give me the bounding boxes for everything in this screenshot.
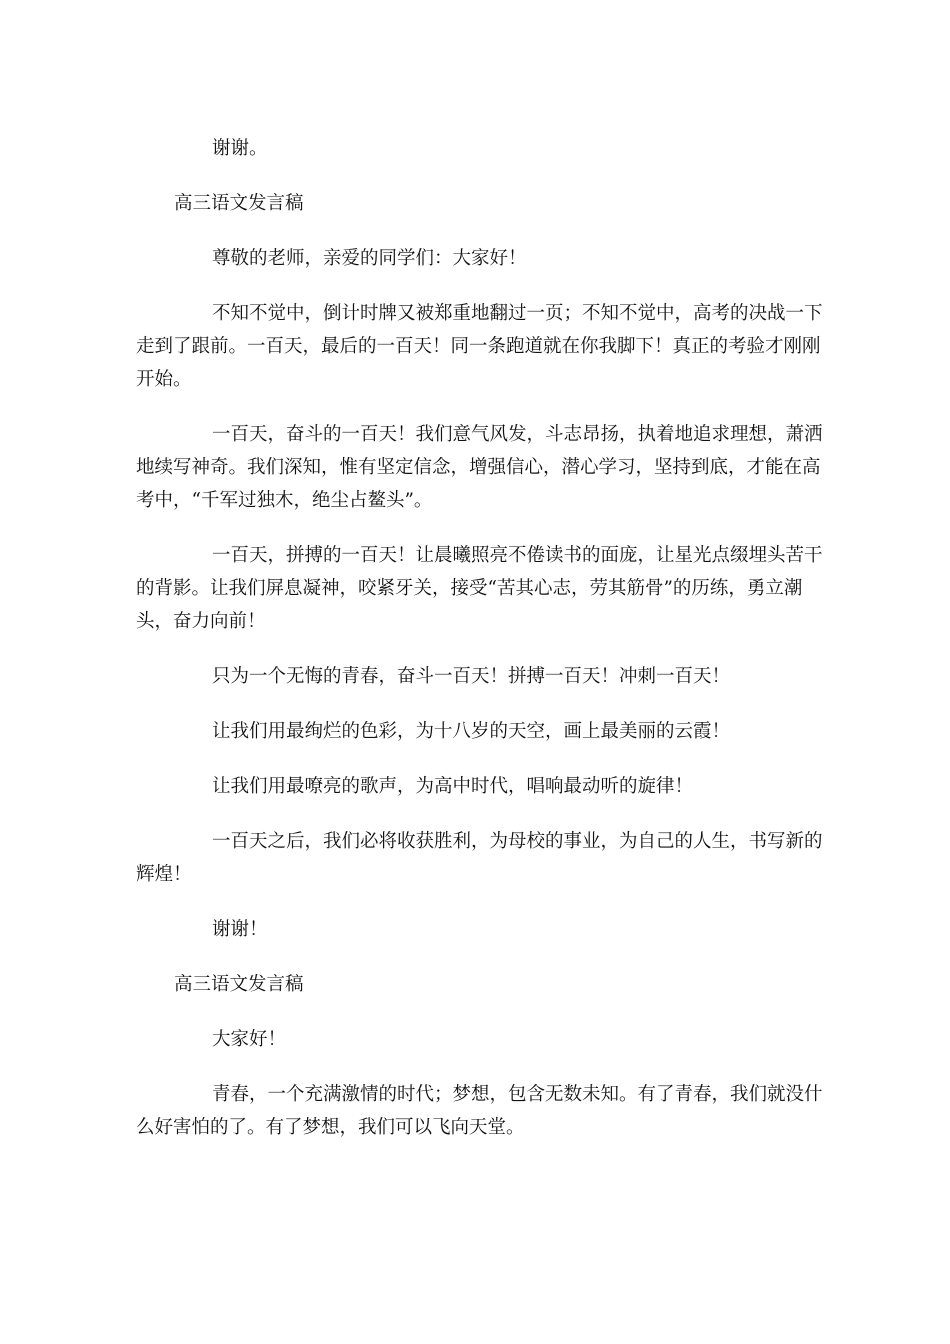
closing-thanks-1: 谢谢。 xyxy=(212,138,268,159)
body-paragraph-countdown: 不知不觉中，倒计时牌又被郑重地翻过一页；不知不觉中，高考的决战一下走到了跟前。一百天，最后的一百天！同一条跑道就在你我脚下！真正的考验才刚刚开始。 xyxy=(136,303,823,390)
body-paragraph-colors: 让我们用最绚烂的色彩，为十八岁的天空，画上最美丽的云霞！ xyxy=(212,721,731,742)
body-paragraph-strive: 一百天，拼搏的一百天！让晨曦照亮不倦读书的面庞，让星光点缀埋头苦干的背影。让我们屏息凝神，咬紧牙关，接受“苦其心志，劳其筋骨”的历练，勇立潮头，奋力向前！ xyxy=(136,545,823,632)
closing-thanks-2: 谢谢！ xyxy=(212,919,268,940)
body-paragraph-victory: 一百天之后，我们必将收获胜利，为母校的事业，为自己的人生，书写新的辉煌！ xyxy=(136,831,823,885)
section-title-2: 高三语文发言稿 xyxy=(174,974,304,995)
body-paragraph-song: 让我们用最嘹亮的歌声，为高中时代，唱响最动听的旋律！ xyxy=(212,776,694,797)
body-paragraph-dreams: 青春，一个充满激情的时代；梦想，包含无数未知。有了青春，我们就没什么好害怕的了。有了梦想，我们可以飞向天堂。 xyxy=(136,1084,823,1138)
greeting-paragraph: 尊敬的老师，亲爱的同学们：大家好！ xyxy=(212,248,527,269)
section-title-1: 高三语文发言稿 xyxy=(174,193,304,214)
body-paragraph-struggle: 一百天，奋斗的一百天！我们意气风发，斗志昂扬，执着地追求理想，萧洒地续写神奇。我们深知，惟有坚定信念，增强信心，潜心学习，坚持到底，才能在高考中，“千军过独木，绝尘占鳌头”。 xyxy=(136,424,823,511)
body-paragraph-youth: 只为一个无悔的青春，奋斗一百天！拼搏一百天！冲刺一百天！ xyxy=(212,666,731,687)
greeting-paragraph-2: 大家好！ xyxy=(212,1029,287,1050)
